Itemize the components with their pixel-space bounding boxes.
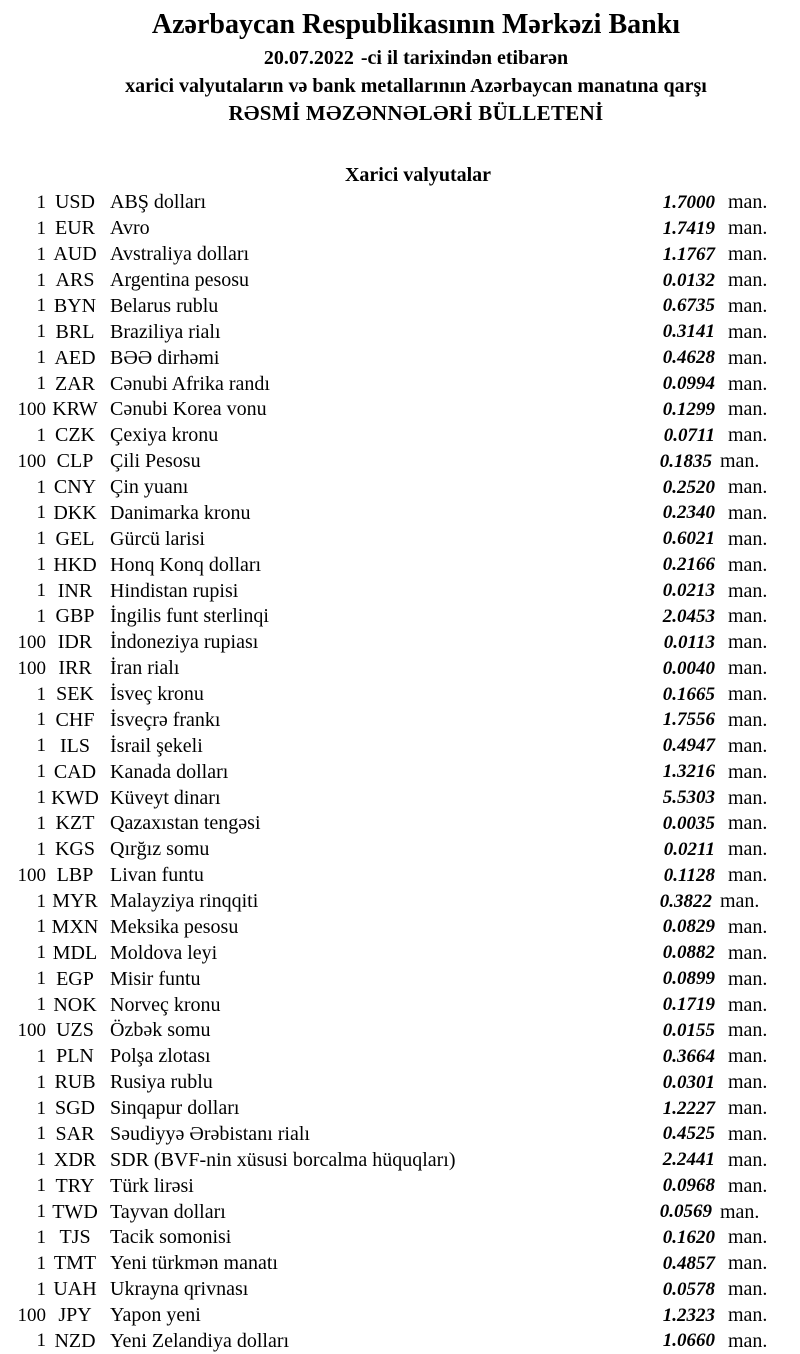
currency-quantity: 1 xyxy=(0,347,46,369)
table-row xyxy=(0,630,800,656)
currency-code: CLP xyxy=(46,450,104,473)
currency-name: İngilis funt sterlinqi xyxy=(104,605,595,628)
table-row xyxy=(0,1070,800,1096)
table-row xyxy=(0,1044,800,1070)
currency-name: Rusiya rublu xyxy=(104,1071,595,1094)
currency-quantity: 1 xyxy=(0,813,46,835)
table-row xyxy=(0,1096,800,1122)
table-row xyxy=(0,501,800,527)
table-row xyxy=(0,656,800,682)
currency-quantity: 100 xyxy=(0,632,46,654)
currency-name: Küveyt dinarı xyxy=(104,787,595,810)
currency-code: USD xyxy=(46,191,104,214)
currency-quantity: 1 xyxy=(0,1046,46,1068)
currency-code: GBP xyxy=(46,605,104,628)
table-row xyxy=(0,1018,800,1044)
currency-name: Polşa zlotası xyxy=(104,1045,595,1068)
currency-code: INR xyxy=(46,580,104,603)
currency-name: Braziliya rialı xyxy=(104,321,595,344)
table-row xyxy=(0,785,800,811)
currency-rate: 0.0301 xyxy=(595,1072,715,1094)
currency-rates-table xyxy=(0,190,800,1354)
currency-code: NOK xyxy=(46,994,104,1017)
table-row xyxy=(0,371,800,397)
currency-name: Malayziya rinqqiti xyxy=(104,890,595,913)
currency-rate: 1.7000 xyxy=(595,192,715,214)
currency-unit: man. xyxy=(715,1175,800,1198)
currency-unit: man. xyxy=(715,502,800,525)
currency-name: İran rialı xyxy=(104,657,595,680)
currency-quantity: 1 xyxy=(0,709,46,731)
currency-quantity: 1 xyxy=(0,761,46,783)
currency-rate: 0.0155 xyxy=(595,1020,715,1042)
currency-name: İsveçrə frankı xyxy=(104,709,595,732)
currency-name: Meksika pesosu xyxy=(104,916,595,939)
table-row xyxy=(0,889,800,915)
currency-rate: 0.4857 xyxy=(595,1253,715,1275)
currency-name: BƏƏ dirhəmi xyxy=(104,347,595,370)
currency-code: MYR xyxy=(46,890,104,913)
currency-rate: 1.2323 xyxy=(595,1305,715,1327)
effective-date-line xyxy=(16,46,800,70)
table-row xyxy=(0,268,800,294)
table-row xyxy=(0,1303,800,1329)
table-row xyxy=(0,708,800,734)
table-row xyxy=(0,682,800,708)
currency-quantity: 1 xyxy=(0,942,46,964)
currency-unit: man. xyxy=(715,1123,800,1146)
currency-rate: 0.4947 xyxy=(595,735,715,757)
currency-rate: 0.0569 xyxy=(592,1201,712,1223)
currency-code: MXN xyxy=(46,916,104,939)
currency-code: AUD xyxy=(46,243,104,266)
currency-unit: man. xyxy=(715,1071,800,1094)
currency-code: KRW xyxy=(46,398,104,421)
currency-rate: 0.2520 xyxy=(595,477,715,499)
currency-code: CAD xyxy=(46,761,104,784)
currency-code: SAR xyxy=(46,1123,104,1146)
currency-rate: 0.0994 xyxy=(595,373,715,395)
currency-unit: man. xyxy=(715,1330,800,1353)
currency-quantity: 1 xyxy=(0,1279,46,1301)
effective-date: 20.07.2022 xyxy=(264,47,354,69)
currency-name: İndoneziya rupiası xyxy=(104,631,595,654)
currency-quantity: 1 xyxy=(0,192,46,214)
currency-unit: man. xyxy=(715,1019,800,1042)
currency-unit: man. xyxy=(715,580,800,603)
currency-unit: man. xyxy=(715,554,800,577)
currency-code: MDL xyxy=(46,942,104,965)
table-row xyxy=(0,940,800,966)
currency-quantity: 100 xyxy=(0,451,46,473)
currency-rate: 0.0882 xyxy=(595,942,715,964)
currency-name: Ukrayna qrivnası xyxy=(104,1278,595,1301)
currency-rate: 0.0578 xyxy=(595,1279,715,1301)
currency-code: ILS xyxy=(46,735,104,758)
currency-rate: 0.3664 xyxy=(595,1046,715,1068)
currency-rate: 1.2227 xyxy=(595,1098,715,1120)
currency-unit: man. xyxy=(715,424,800,447)
currency-unit: man. xyxy=(715,812,800,835)
currency-unit: man. xyxy=(715,1226,800,1249)
table-row xyxy=(0,449,800,475)
bulletin-title: RƏSMİ MƏZƏNNƏLƏRİ BÜLLETENİ xyxy=(16,101,800,126)
currency-rate: 0.3141 xyxy=(595,321,715,343)
currency-name: Səudiyyə Ərəbistanı rialı xyxy=(104,1123,595,1146)
table-row xyxy=(0,216,800,242)
currency-rate: 0.1835 xyxy=(592,451,712,473)
table-row xyxy=(0,578,800,604)
currency-rate: 0.6735 xyxy=(595,295,715,317)
table-row xyxy=(0,1147,800,1173)
currency-unit: man. xyxy=(715,347,800,370)
currency-name: Tacik somonisi xyxy=(104,1226,595,1249)
currency-code: KGS xyxy=(46,838,104,861)
currency-code: NZD xyxy=(46,1330,104,1353)
currency-code: KZT xyxy=(46,812,104,835)
table-row xyxy=(0,294,800,320)
currency-quantity: 100 xyxy=(0,658,46,680)
currency-name: Çexiya kronu xyxy=(104,424,595,447)
currency-code: XDR xyxy=(46,1149,104,1172)
table-row xyxy=(0,992,800,1018)
currency-unit: man. xyxy=(715,968,800,991)
currency-rate: 0.0113 xyxy=(595,632,715,654)
currency-quantity: 1 xyxy=(0,891,46,913)
currency-quantity: 1 xyxy=(0,1175,46,1197)
currency-code: ARS xyxy=(46,269,104,292)
currency-rate: 0.1665 xyxy=(595,684,715,706)
currency-unit: man. xyxy=(715,657,800,680)
table-row xyxy=(0,1277,800,1303)
currency-code: LBP xyxy=(46,864,104,887)
currency-quantity: 1 xyxy=(0,1330,46,1352)
table-row xyxy=(0,190,800,216)
currency-rate: 0.0829 xyxy=(595,916,715,938)
currency-name: Hindistan rupisi xyxy=(104,580,595,603)
currency-code: CZK xyxy=(46,424,104,447)
currency-rate: 1.1767 xyxy=(595,244,715,266)
currency-unit: man. xyxy=(715,631,800,654)
currency-rate: 2.0453 xyxy=(595,606,715,628)
currency-code: SGD xyxy=(46,1097,104,1120)
table-row xyxy=(0,966,800,992)
currency-name: ABŞ dolları xyxy=(104,191,595,214)
currency-quantity: 1 xyxy=(0,735,46,757)
currency-quantity: 1 xyxy=(0,1227,46,1249)
table-row xyxy=(0,552,800,578)
currency-quantity: 1 xyxy=(0,1201,46,1223)
currency-quantity: 100 xyxy=(0,399,46,421)
currency-unit: man. xyxy=(715,916,800,939)
currency-quantity: 1 xyxy=(0,839,46,861)
currency-rate: 0.4525 xyxy=(595,1123,715,1145)
currency-rate: 1.0660 xyxy=(595,1330,715,1352)
currency-code: BRL xyxy=(46,321,104,344)
currency-code: RUB xyxy=(46,1071,104,1094)
currency-name: Livan funtu xyxy=(104,864,595,887)
currency-name: Tayvan dolları xyxy=(104,1201,595,1224)
bulletin-subtitle: xarici valyutaların və bank metallarının Azərbaycan manatına qarşı xyxy=(16,74,800,98)
currency-quantity: 1 xyxy=(0,968,46,990)
currency-name: Özbək somu xyxy=(104,1019,595,1042)
currency-unit: man. xyxy=(715,528,800,551)
currency-quantity: 1 xyxy=(0,373,46,395)
currency-name: Honq Konq dolları xyxy=(104,554,595,577)
currency-name: Qazaxıstan tengəsi xyxy=(104,812,595,835)
currency-code: TRY xyxy=(46,1175,104,1198)
currency-code: JPY xyxy=(46,1304,104,1327)
currency-quantity: 1 xyxy=(0,994,46,1016)
currency-quantity: 1 xyxy=(0,1123,46,1145)
bank-name-title: Azərbaycan Respublikasının Mərkəzi Bankı xyxy=(16,8,800,42)
table-row xyxy=(0,1173,800,1199)
currency-quantity: 1 xyxy=(0,684,46,706)
table-row xyxy=(0,242,800,268)
currency-quantity: 1 xyxy=(0,916,46,938)
currency-name: Norveç kronu xyxy=(104,994,595,1017)
currency-quantity: 1 xyxy=(0,321,46,343)
currency-name: Avro xyxy=(104,217,595,240)
currency-rate: 0.0035 xyxy=(595,813,715,835)
currency-rate: 0.0968 xyxy=(595,1175,715,1197)
table-row xyxy=(0,526,800,552)
currency-rate: 0.1620 xyxy=(595,1227,715,1249)
table-row xyxy=(0,345,800,371)
table-row xyxy=(0,319,800,345)
currency-rate: 1.7556 xyxy=(595,709,715,731)
currency-unit: man. xyxy=(715,269,800,292)
currency-unit: man. xyxy=(715,1304,800,1327)
currency-code: IRR xyxy=(46,657,104,680)
currency-unit: man. xyxy=(715,398,800,421)
currency-unit: man. xyxy=(715,605,800,628)
table-row xyxy=(0,1251,800,1277)
currency-unit: man. xyxy=(715,838,800,861)
currency-name: Türk lirəsi xyxy=(104,1175,595,1198)
currency-unit: man. xyxy=(715,1278,800,1301)
currency-unit: man. xyxy=(715,709,800,732)
table-row xyxy=(0,604,800,630)
table-row xyxy=(0,1329,800,1354)
currency-rate: 0.6021 xyxy=(595,528,715,550)
currency-rate: 0.1719 xyxy=(595,994,715,1016)
currency-rate: 0.1299 xyxy=(595,399,715,421)
currency-quantity: 1 xyxy=(0,606,46,628)
currency-code: UZS xyxy=(46,1019,104,1042)
currency-code: TJS xyxy=(46,1226,104,1249)
currency-quantity: 1 xyxy=(0,502,46,524)
currency-rate: 0.2166 xyxy=(595,554,715,576)
currency-unit: man. xyxy=(715,890,800,913)
currency-rate: 1.3216 xyxy=(595,761,715,783)
currency-name: Yeni Zelandiya dolları xyxy=(104,1330,595,1353)
currency-unit: man. xyxy=(715,450,800,473)
currency-name: İsveç kronu xyxy=(104,683,595,706)
currency-code: IDR xyxy=(46,631,104,654)
currency-unit: man. xyxy=(715,761,800,784)
currency-unit: man. xyxy=(715,1252,800,1275)
currency-name: Avstraliya dolları xyxy=(104,243,595,266)
currency-unit: man. xyxy=(715,683,800,706)
currency-name: Qırğız somu xyxy=(104,838,595,861)
currency-name: Misir funtu xyxy=(104,968,595,991)
currency-quantity: 100 xyxy=(0,1020,46,1042)
currency-name: Cənubi Afrika randı xyxy=(104,373,595,396)
currency-unit: man. xyxy=(715,295,800,318)
currency-code: TMT xyxy=(46,1252,104,1275)
currency-code: EUR xyxy=(46,217,104,240)
currency-rate: 1.7419 xyxy=(595,218,715,240)
currency-name: Moldova leyi xyxy=(104,942,595,965)
currency-code: PLN xyxy=(46,1045,104,1068)
section-title-foreign-currencies: Xarici valyutalar xyxy=(18,162,800,188)
currency-quantity: 1 xyxy=(0,425,46,447)
currency-rate: 0.3822 xyxy=(592,891,712,913)
currency-rate: 0.0213 xyxy=(595,580,715,602)
currency-code: SEK xyxy=(46,683,104,706)
currency-quantity: 1 xyxy=(0,218,46,240)
currency-name: SDR (BVF-nin xüsusi borcalma hüquqları) xyxy=(104,1149,595,1172)
currency-name: Çili Pesosu xyxy=(104,450,595,473)
currency-name: Yapon yeni xyxy=(104,1304,595,1327)
table-row xyxy=(0,915,800,941)
currency-code: KWD xyxy=(46,787,104,810)
currency-quantity: 1 xyxy=(0,1149,46,1171)
table-row xyxy=(0,863,800,889)
currency-quantity: 100 xyxy=(0,1305,46,1327)
currency-name: Gürcü larisi xyxy=(104,528,595,551)
currency-unit: man. xyxy=(715,1149,800,1172)
currency-name: Belarus rublu xyxy=(104,295,595,318)
currency-quantity: 1 xyxy=(0,1072,46,1094)
currency-unit: man. xyxy=(715,942,800,965)
table-row xyxy=(0,397,800,423)
table-row xyxy=(0,1199,800,1225)
currency-unit: man. xyxy=(715,1097,800,1120)
table-row xyxy=(0,759,800,785)
currency-rate: 0.0211 xyxy=(595,839,715,861)
table-row xyxy=(0,1225,800,1251)
table-row xyxy=(0,1122,800,1148)
currency-code: DKK xyxy=(46,502,104,525)
currency-code: EGP xyxy=(46,968,104,991)
currency-name: Danimarka kronu xyxy=(104,502,595,525)
currency-quantity: 1 xyxy=(0,270,46,292)
currency-unit: man. xyxy=(715,864,800,887)
table-row xyxy=(0,475,800,501)
currency-quantity: 1 xyxy=(0,528,46,550)
currency-unit: man. xyxy=(715,994,800,1017)
currency-quantity: 1 xyxy=(0,1098,46,1120)
currency-code: TWD xyxy=(46,1201,104,1224)
currency-name: Kanada dolları xyxy=(104,761,595,784)
currency-rate: 0.0132 xyxy=(595,270,715,292)
currency-unit: man. xyxy=(715,735,800,758)
currency-rate: 0.4628 xyxy=(595,347,715,369)
currency-name: Argentina pesosu xyxy=(104,269,595,292)
currency-rate: 5.5303 xyxy=(595,787,715,809)
table-row xyxy=(0,811,800,837)
currency-quantity: 1 xyxy=(0,554,46,576)
currency-quantity: 1 xyxy=(0,787,46,809)
table-row xyxy=(0,733,800,759)
currency-code: BYN xyxy=(46,295,104,318)
currency-unit: man. xyxy=(715,373,800,396)
currency-unit: man. xyxy=(715,321,800,344)
currency-rate: 2.2441 xyxy=(595,1149,715,1171)
table-row xyxy=(0,423,800,449)
currency-quantity: 1 xyxy=(0,477,46,499)
currency-quantity: 1 xyxy=(0,1253,46,1275)
currency-name: Yeni türkmən manatı xyxy=(104,1252,595,1275)
currency-unit: man. xyxy=(715,1201,800,1224)
currency-unit: man. xyxy=(715,191,800,214)
currency-code: UAH xyxy=(46,1278,104,1301)
currency-unit: man. xyxy=(715,217,800,240)
currency-quantity: 100 xyxy=(0,865,46,887)
currency-code: HKD xyxy=(46,554,104,577)
currency-name: Çin yuanı xyxy=(104,476,595,499)
currency-name: Cənubi Korea vonu xyxy=(104,398,595,421)
currency-quantity: 1 xyxy=(0,295,46,317)
currency-code: CNY xyxy=(46,476,104,499)
currency-name: İsrail şekeli xyxy=(104,735,595,758)
currency-rate: 0.0711 xyxy=(595,425,715,447)
currency-rate: 0.0040 xyxy=(595,658,715,680)
currency-name: Sinqapur dolları xyxy=(104,1097,595,1120)
currency-unit: man. xyxy=(715,787,800,810)
currency-quantity: 1 xyxy=(0,580,46,602)
currency-code: AED xyxy=(46,347,104,370)
table-row xyxy=(0,837,800,863)
currency-code: ZAR xyxy=(46,373,104,396)
currency-rate: 0.1128 xyxy=(595,865,715,887)
currency-rate: 0.0899 xyxy=(595,968,715,990)
currency-unit: man. xyxy=(715,243,800,266)
currency-quantity: 1 xyxy=(0,244,46,266)
currency-code: CHF xyxy=(46,709,104,732)
currency-code: GEL xyxy=(46,528,104,551)
currency-unit: man. xyxy=(715,1045,800,1068)
currency-unit: man. xyxy=(715,476,800,499)
effective-date-suffix: -ci il tarixindən etibarən xyxy=(361,47,568,69)
currency-rate: 0.2340 xyxy=(595,502,715,524)
